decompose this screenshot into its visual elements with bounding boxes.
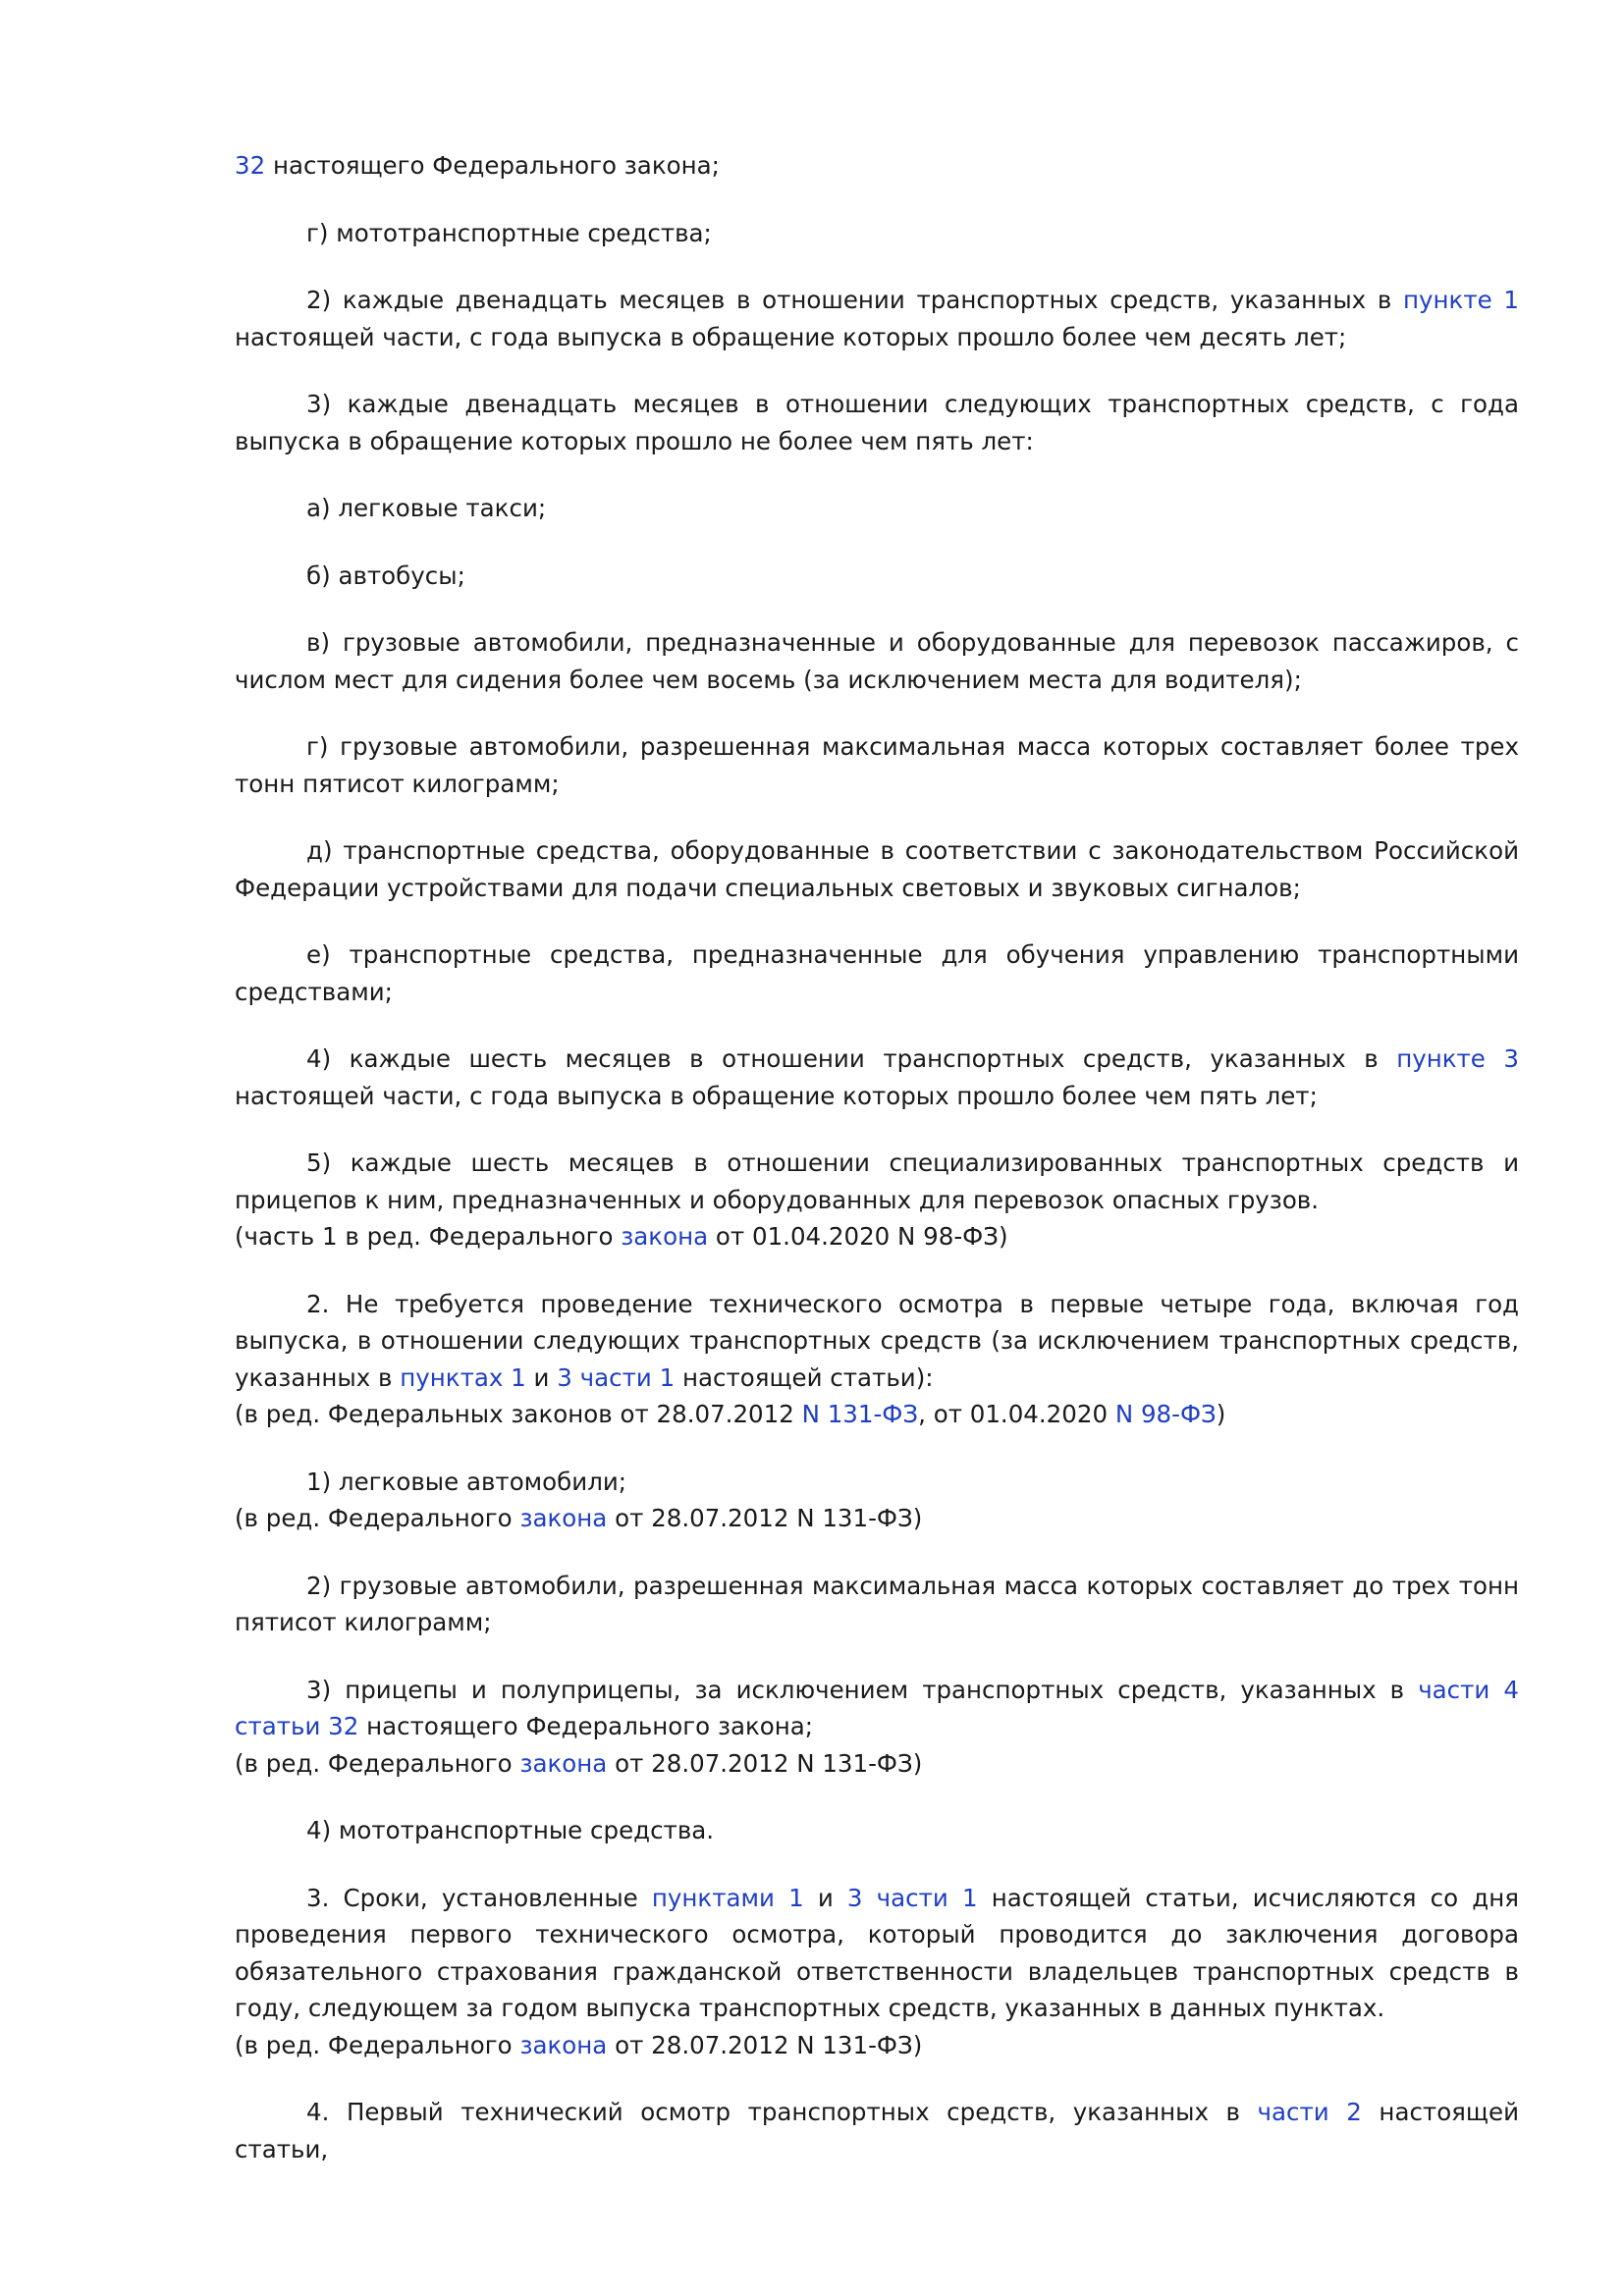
paragraph-motor-vehicles: 4) мототранспортные средства. — [306, 1816, 715, 1844]
note-text: (в ред. Федерального — [235, 2030, 520, 2059]
link-law[interactable]: закона — [621, 1222, 709, 1251]
link-law[interactable]: закона — [519, 1748, 608, 1778]
paragraph-text: и — [525, 1362, 558, 1392]
paragraph-section-3 — [235, 1880, 1519, 2027]
link-law-98[interactable]: N 98-ФЗ — [1114, 1400, 1217, 1428]
paragraph-text: настоящего Федерального закона; — [265, 151, 720, 180]
note-text: (в ред. Федерального — [235, 1504, 520, 1532]
paragraph-item-3: 3) каждые двенадцать месяцев в отношении следующих транспортных средств, с года выпуска в обращение которых прошло не более чем пять лет: — [235, 390, 1519, 455]
paragraph-trailers — [235, 1672, 1519, 1745]
note-text: (в ред. Федеральных законов от 28.07.2012 — [235, 1400, 802, 1428]
document-page — [235, 147, 1519, 2198]
paragraph-text: настоящей части, с года выпуска в обращение которых прошло более чем десять лет; — [235, 322, 1347, 351]
paragraph-text: 4) каждые шесть месяцев в отношении транспортных средств, указанных в — [306, 1044, 1397, 1073]
link-law[interactable]: закона — [519, 2030, 608, 2059]
note-text: ) — [1216, 1400, 1226, 1428]
editorial-note — [235, 1745, 1519, 1783]
paragraph-text: 3) прицепы и полуприцепы, за исключением транспортных средств, указанных в — [306, 1675, 1419, 1704]
note-text: от 01.04.2020 N 98-ФЗ) — [708, 1222, 1008, 1251]
paragraph-text: 2) каждые двенадцать месяцев в отношении транспортных средств, указанных в — [306, 286, 1404, 314]
link-part-2[interactable]: части 2 — [1257, 2098, 1362, 2126]
paragraph-item-4 — [235, 1041, 1519, 1114]
paragraph-item-5: 5) каждые шесть месяцев в отношении специализированных транспортных средств и прицепов к ним, предназначенных и оборудованных для перевозок опасных грузов. — [235, 1148, 1519, 1214]
editorial-note — [235, 2027, 1519, 2064]
paragraph-section-2 — [235, 1286, 1519, 1397]
paragraph-text: настоящего Федерального закона; — [358, 1712, 814, 1740]
note-text: (в ред. Федерального — [235, 1748, 520, 1778]
editorial-note — [235, 1218, 1519, 1255]
note-text: , от 01.04.2020 — [918, 1400, 1115, 1428]
editorial-note — [235, 1500, 1519, 1537]
link-points-1[interactable]: пунктами 1 — [651, 1883, 804, 1912]
paragraph-text: 3. Сроки, установленные — [306, 1883, 652, 1912]
paragraph-passenger-trucks: в) грузовые автомобили, предназначенные и оборудованные для перевозок пассажиров, с числом мест для сидения более чем восемь (за исключением места для водителя); — [235, 628, 1519, 694]
editorial-note — [235, 1396, 1519, 1433]
paragraph-text: настоящей статьи, исчисляются со дня проведения первого технического осмотра, который проводится до заключения договора обязательного страхования гражданской ответственности владельцев транспортных средств в году, следующем за годом выпуска транспортных средств, указанных в данных пунктах. — [235, 1883, 1519, 2022]
note-text: от 28.07.2012 N 131-ФЗ) — [607, 1748, 923, 1778]
note-text: от 28.07.2012 N 131-ФЗ) — [607, 1504, 923, 1532]
paragraph-text: и — [803, 1883, 847, 1912]
paragraph-text: 4. Первый технический осмотр транспортных средств, указанных в — [306, 2098, 1258, 2126]
link-law[interactable]: закона — [519, 1504, 608, 1532]
paragraph-text: настоящей статьи, — [235, 2098, 1519, 2163]
paragraph-section-4 — [235, 2094, 1519, 2167]
paragraph-special-signals: д) транспортные средства, оборудованные в соответствии с законодательством Российской Федерации устройствами для подачи специальных световых и звуковых сигналов; — [235, 836, 1519, 902]
link-part-1-point-3[interactable]: 3 части 1 — [846, 1883, 978, 1912]
paragraph-heavy-trucks: г) грузовые автомобили, разрешенная максимальная масса которых составляет более трех тонн пятисот килограмм; — [235, 732, 1519, 798]
paragraph-buses: б) автобусы; — [306, 561, 465, 590]
paragraph-continuation — [235, 147, 1519, 185]
link-part-1-point-3[interactable]: 3 части 1 — [557, 1362, 676, 1392]
note-text: (часть 1 в ред. Федерального — [235, 1222, 622, 1251]
paragraph-item-2 — [235, 282, 1519, 355]
paragraph-motorcycles: г) мототранспортные средства; — [306, 218, 712, 247]
paragraph-light-trucks: 2) грузовые автомобили, разрешенная максимальная масса которых составляет до трех тонн пятисот килограмм; — [235, 1571, 1519, 1636]
paragraph-text: настоящей статьи): — [675, 1362, 934, 1392]
link-point-1[interactable]: пункте 1 — [1403, 286, 1519, 314]
link-points-1[interactable]: пунктах 1 — [400, 1362, 526, 1392]
link-article-32[interactable]: 32 — [235, 151, 266, 180]
link-law-131[interactable]: N 131-ФЗ — [801, 1400, 919, 1428]
note-text: от 28.07.2012 N 131-ФЗ) — [607, 2030, 923, 2059]
paragraph-taxi: а) легковые такси; — [306, 494, 547, 522]
link-part-4-article-32[interactable]: части 4 статьи 32 — [235, 1675, 1519, 1740]
paragraph-training-vehicles: е) транспортные средства, предназначенные для обучения управлению транспортными средствами; — [235, 940, 1519, 1006]
paragraph-text: настоящей части, с года выпуска в обращение которых прошло более чем пять лет; — [235, 1081, 1318, 1110]
link-point-3[interactable]: пункте 3 — [1396, 1044, 1519, 1073]
paragraph-text: 2. Не требуется проведение технического осмотра в первые четыре года, включая год выпуска, в отношении следующих транспортных средств (за исключением транспортных средств, указанных в — [235, 1289, 1519, 1392]
paragraph-passenger-cars: 1) легковые автомобили; — [306, 1467, 627, 1496]
